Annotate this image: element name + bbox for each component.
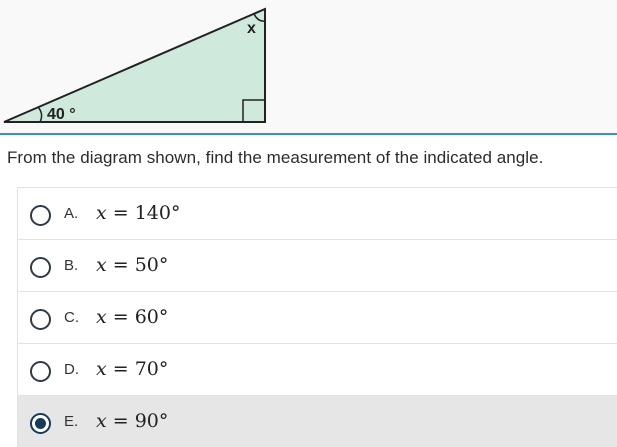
angle-label-40: 40 ° — [47, 106, 76, 123]
radio-c[interactable] — [30, 309, 51, 330]
triangle-diagram — [0, 0, 617, 134]
option-math: x = 140° — [96, 202, 181, 224]
option-letter: A. — [64, 205, 79, 222]
option-letter: E. — [64, 413, 79, 430]
radio-d[interactable] — [30, 361, 51, 382]
option-math: x = 70° — [96, 358, 169, 380]
diagram-area — [0, 0, 617, 136]
right-triangle — [4, 9, 265, 122]
option-letter: D. — [64, 361, 79, 378]
option-d[interactable] — [17, 343, 617, 395]
option-c[interactable] — [17, 291, 617, 343]
option-e[interactable] — [17, 395, 617, 447]
question-text: From the diagram shown, find the measurement of the indicated angle. — [7, 148, 544, 167]
option-math: x = 50° — [96, 254, 169, 276]
radio-e[interactable] — [30, 413, 51, 434]
option-math: x = 60° — [96, 306, 169, 328]
unknown-angle-label: x — [247, 20, 256, 37]
radio-b[interactable] — [30, 257, 51, 278]
radio-a[interactable] — [30, 205, 51, 226]
divider — [0, 133, 617, 135]
option-letter: C. — [64, 309, 79, 326]
answer-options — [17, 187, 617, 447]
option-math: x = 90° — [96, 410, 169, 432]
option-b[interactable] — [17, 239, 617, 291]
option-a[interactable] — [17, 187, 617, 239]
option-letter: B. — [64, 257, 79, 274]
